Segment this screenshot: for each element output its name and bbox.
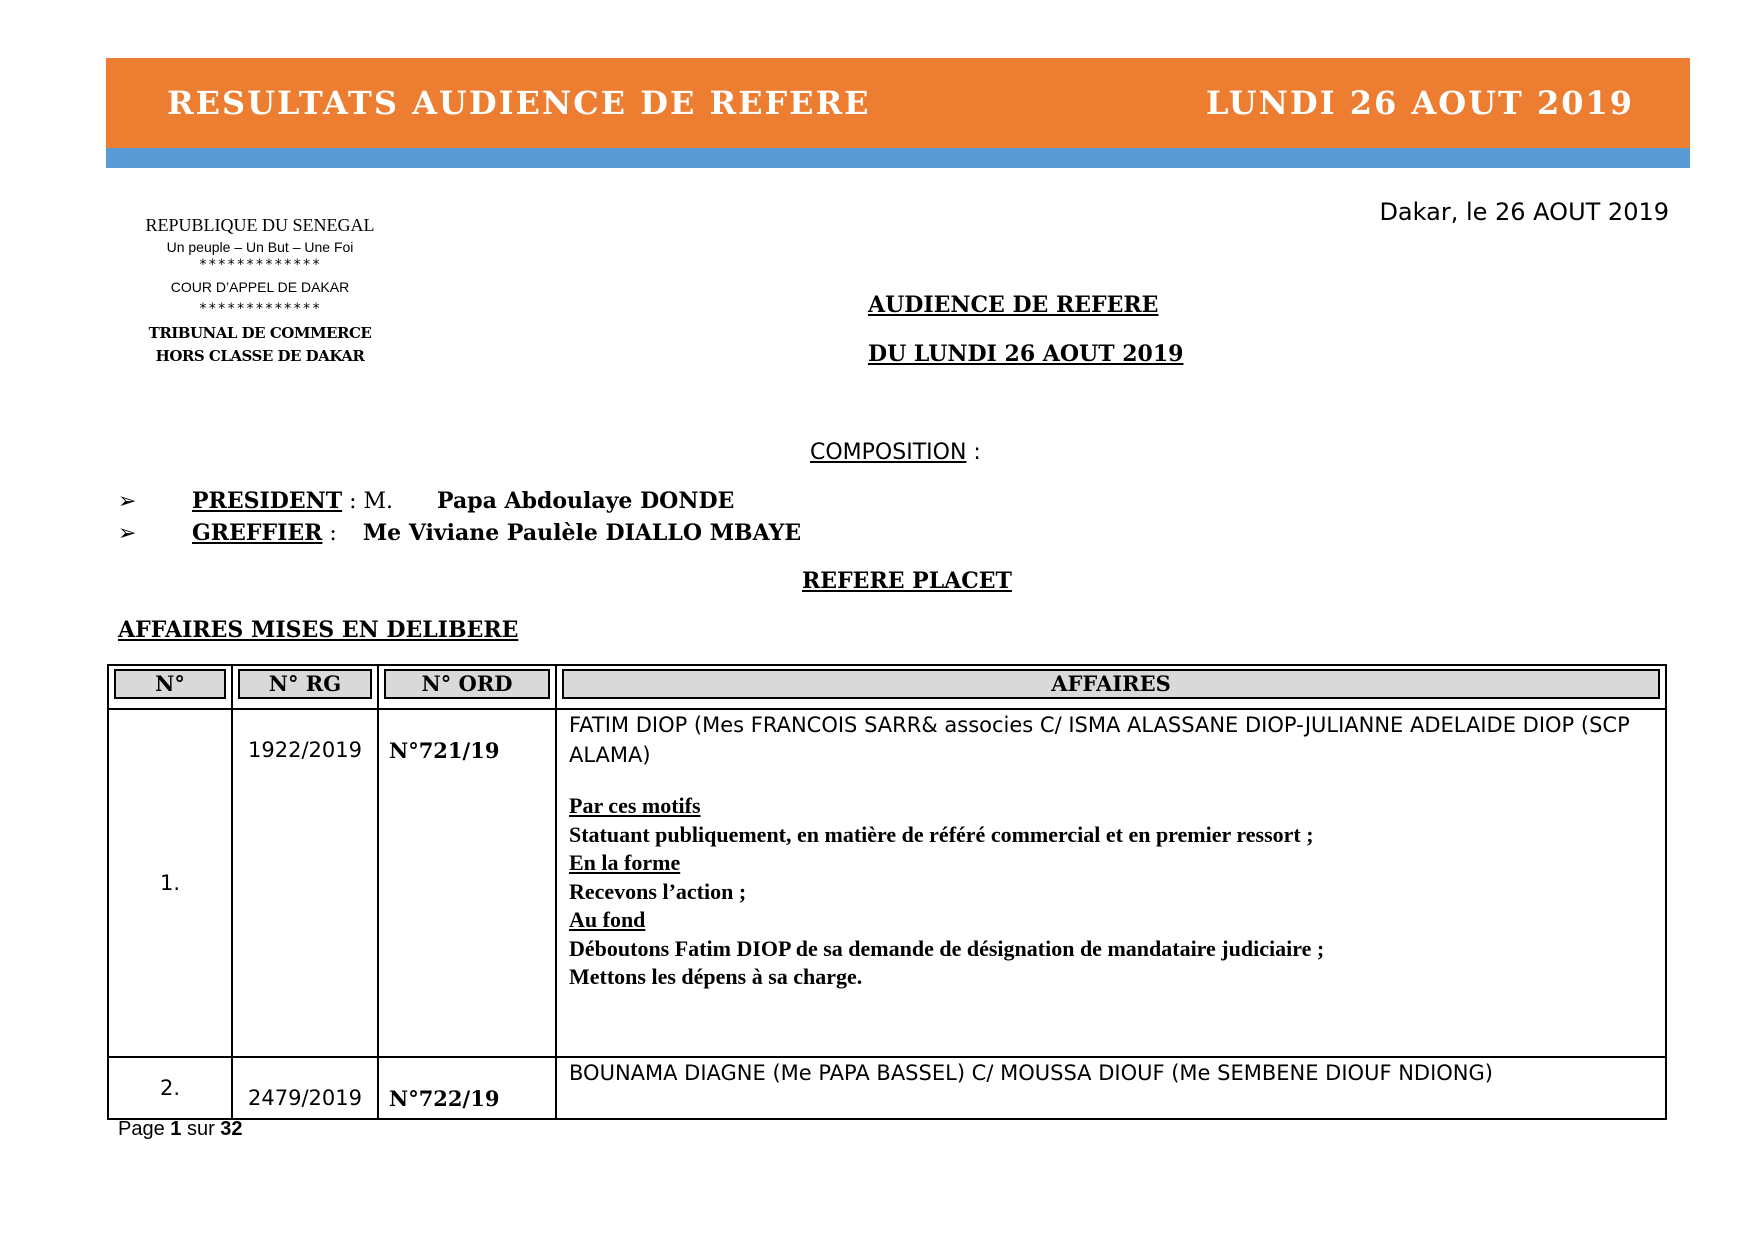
greffier-line <box>118 520 801 546</box>
page-footer <box>118 1118 243 1141</box>
header-rg: N° RG <box>232 665 378 709</box>
president-role: PRESIDENT <box>192 488 343 514</box>
results-table <box>107 664 1667 1120</box>
letterhead-tribunal-1: TRIBUNAL DE COMMERCE <box>148 324 372 342</box>
banner-date: LUNDI 26 AOUT 2019 <box>1205 84 1634 122</box>
letterhead-tribunal-2: HORS CLASSE DE DAKAR <box>155 347 365 365</box>
footer-prefix: Page <box>118 1118 171 1140</box>
banner-title: RESULTATS AUDIENCE DE REFERE <box>167 84 871 122</box>
header-affaires: AFFAIRES <box>556 665 1666 709</box>
letterhead-separator: ************* <box>198 257 322 273</box>
letterhead-separator: ************* <box>198 301 322 317</box>
section-delibere: AFFAIRES MISES EN DELIBERE <box>118 617 519 643</box>
table-row <box>108 1057 1666 1119</box>
composition-suffix: : <box>966 440 981 465</box>
row-ord: N°721/19 <box>378 709 556 1057</box>
arrow-bullet-icon: ➢ <box>118 521 137 546</box>
header-ord: N° ORD <box>378 665 556 709</box>
president-line <box>118 488 734 514</box>
arrow-bullet-icon: ➢ <box>118 489 137 514</box>
letterhead-republic: REPUBLIQUE DU SENEGAL <box>145 215 375 235</box>
ruling-heading: En la forme <box>569 850 681 875</box>
ruling-line: Mettons les dépens à sa charge. <box>569 964 863 989</box>
ruling-line: Statuant publiquement, en matière de référé commercial et en premier ressort ; <box>569 821 1314 847</box>
table-header-row <box>108 665 1666 709</box>
hearing-date: DU LUNDI 26 AOUT 2019 <box>868 341 1184 367</box>
president-sep: : M. <box>342 489 394 514</box>
footer-total-pages: 32 <box>220 1118 243 1140</box>
ruling-line: Recevons l’action ; <box>569 878 747 904</box>
row-parties: FATIM DIOP (Mes FRANCOIS SARR& associes C/ ISMA ALASSANE DIOP-JULIANNE ADELAIDE DIOP (SCP ALAMA) <box>569 713 1630 767</box>
row-parties: BOUNAMA DIAGNE (Me PAPA BASSEL) C/ MOUSSA DIOUF (Me SEMBENE DIOUF NDIONG) <box>569 1061 1493 1085</box>
ruling-heading: Par ces motifs <box>569 793 701 818</box>
row-num: 1. <box>108 709 232 1057</box>
row-affaires <box>556 1057 1666 1119</box>
hearing-title: AUDIENCE DE REFERE <box>868 292 1159 318</box>
footer-middle: sur <box>181 1118 221 1140</box>
letterhead <box>120 212 400 368</box>
row-num: 2. <box>108 1057 232 1119</box>
header-num: N° <box>108 665 232 709</box>
greffier-name: Me Viviane Paulèle DIALLO MBAYE <box>362 520 802 546</box>
ruling-heading: Au fond <box>569 907 646 932</box>
ruling-line: Déboutons Fatim DIOP de sa demande de désignation de mandataire judiciaire ; <box>569 935 1325 961</box>
row-rg: 2479/2019 <box>232 1057 378 1119</box>
composition-label: COMPOSITION <box>810 440 967 465</box>
composition-heading <box>810 440 981 465</box>
footer-current-page: 1 <box>170 1118 182 1140</box>
row-ord: N°722/19 <box>378 1057 556 1119</box>
row-ruling <box>569 792 1655 992</box>
place-date: Dakar, le 26 AOUT 2019 <box>1379 198 1669 226</box>
letterhead-court: COUR D’APPEL DE DAKAR <box>170 279 350 295</box>
row-affaires <box>556 709 1666 1057</box>
greffier-role: GREFFIER <box>192 520 323 546</box>
greffier-sep: : <box>322 521 337 546</box>
letterhead-motto: Un peuple – Un But – Une Foi <box>166 239 354 255</box>
header-stripe <box>106 148 1690 168</box>
table-row <box>108 709 1666 1057</box>
president-name: Papa Abdoulaye DONDE <box>437 488 735 514</box>
row-rg: 1922/2019 <box>232 709 378 1057</box>
section-refere-placet: REFERE PLACET <box>802 568 1012 594</box>
